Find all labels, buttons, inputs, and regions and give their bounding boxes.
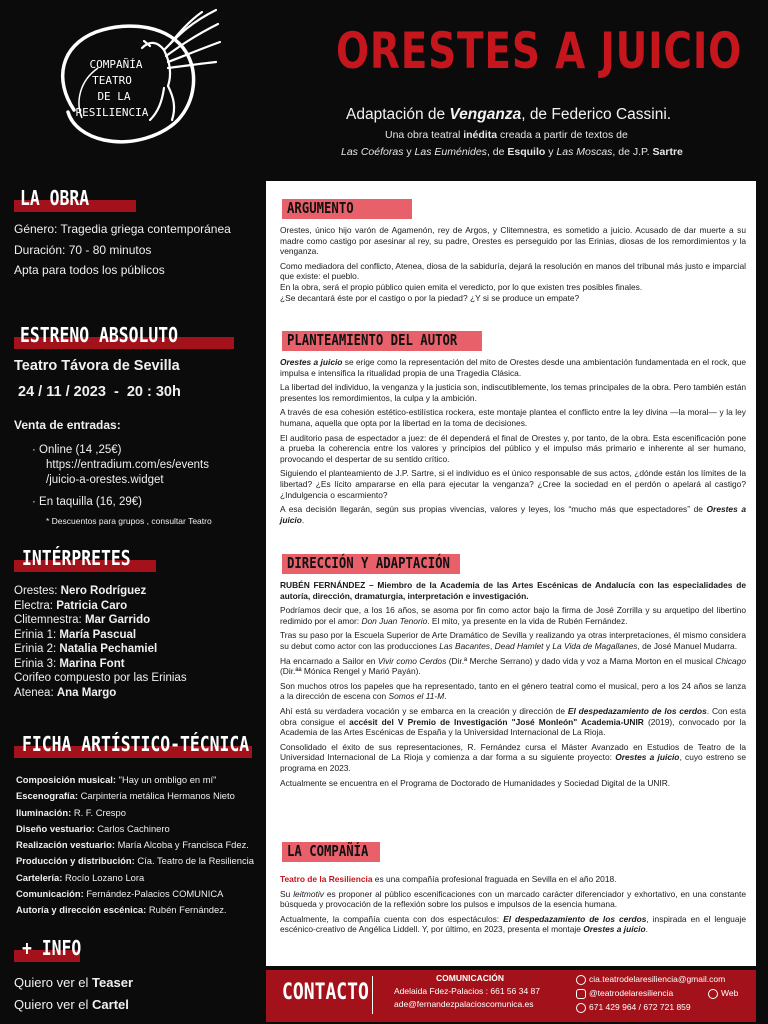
- subtitle-line2: Una obra teatral inédita creada a partir de textos de: [385, 129, 628, 141]
- ficha-item: Composición musical: "Hay un ombligo en mí": [16, 774, 217, 785]
- email-icon: [576, 975, 586, 985]
- logo-text-line2: TEATRO: [92, 74, 132, 87]
- ficha-item: Producción y distribución: Cía. Teatro de la Resiliencia: [16, 855, 254, 867]
- cartel-link[interactable]: Quiero ver el Cartel: [14, 997, 129, 1012]
- cast-item: Erinia 1: María Pascual: [14, 628, 137, 641]
- content-panel: ARGUMENTO Orestes, único hijo varón de Agamenón, rey de Argos, y Clitemnestra, es sometido a juicio. Acusado de dar muerte a su madre como castigo por asesinar al rey, su padre, Orestes es perseguido por las Erinias, diosas de los remordimientos y la venganza. Como mediadora del conflicto, Atenea, diosa de la sabiduría, dejará la resolución en manos del tribunal más justo e imparcial que existe: el pueblo. En la obra, será el propio público quien emita el veredicto, por lo que existen tres posibles finales. ¿Se decantará éste por el castigo o por la piedad? ¿Y si se produce un empate? PLANTEAMIENTO DEL AUTOR Orestes a juicio se erige como la representación del mito de Orestes desde una ambientación fundamentada en el rock, que impulsa e intensifica la ritualidad propia de una Tragedia Clásica. La libertad del individuo, la venganza y la justicia son, indiscutiblemente, los temas principales de la obra. Pero también están presentes los remordimientos, la culpa y la ambición. A través de esa cohesión estético-estilística rockera, este montaje plantea el conflicto entre la ley divina —la moral— y la ley humana, aquella que opta por la libertad en la toma de decisiones. El auditorio pasa de espectador a juez: de él dependerá el final de Orestes y, por tanto, de la obra. Esta escenificación pone a prueba la coherencia entre los valores y principios del público y el impulso más primario e inherente al ser humano, provocando el despertar de su sentido crítico. Siguiendo el planteamiento de J.P. Sartre, si el individuo es el único responsable de sus actos, ¿dónde están los límites de la libertad? ¿Es lícito ampararse en ella para ejecutar la venganza? ¿Cree la sociedad en el perdón o apelará al castigo? ¿Indulgencia o escarmiento? A esa decisión llegarán, según sus propias vivencias, valores y leyes, los “mucho más que espectadores” de Orestes a juicio. DIRECCIÓN Y ADAPTACIÓN RUBÉN FERNÁNDEZ – Miembro de la Academia de las Artes Escénicas de Andalucía con las especialidades de autoría, dirección, dramaturgia, interpretación e investigación. Podríamos decir que, a los 16 años, se asoma por fin como actor bajo la firma de José Zorrilla y su arquetipo del libertino redimido por el amor: Don Juan Tenorio. El mito, ya presente en la vida de Rubén Fernández. Tras su paso por la Escuela Superior de Arte Dramático de Sevilla y realizando ya otras interpretaciones, él mismo considera su debut como actor con las producciones Las Bacantes, Dead Hamlet y La Vida de Magallanes, de José Manuel Mudarra. Ha encarnado a Sailor en Vivir como Cerdos (Dir.ª Merche Serrano) y dado vida y voz a Mama Morton en el musical Chicago (Dir.ªª Mónica Rengel y Marió Payán). Son muchos otros los papeles que ha representado, tanto en el género teatral como el musical, pero a los 24 años se lanza a la dirección de escena con Somos el 11-M. Ahí está su verdadera vocación y se embarca en la creación y dirección de El despedazamiento de los cerdos. Con esta obra consigue el accésit del V Premio de Investigación "José Monleón" Academia-UNIR (2019), convocado por la Academia de las Artes Escénicas de España y la Universidad Internacional de La Rioja. Consolidado el éxito de sus representaciones, R. Fernández cursa el Máster Avanzado en Estudios de Teatro de la Universidad Internacional de La Rioja y comienza a dar forma a su siguiente proyecto: Orestes a juicio, cuyo estreno se programa en 2023. Actualmente se encuentra en el Programa de Doctorado de Humanidades y Sociedad Digital de la UNIR. LA COMPAÑÍA Teatro de la Resiliencia es una compañía profesional fraguada en Sevilla en el año 2018. Su leitmotiv es proponer al público escenificaciones con un marcado carácter diferenciador y exhortativo, en una constante búsqueda y provocación de la reflexión sobre los pulsos e impulsos de la esencia humana. Actualmente, la compañía cuenta con dos espectáculos: El despedazamiento de los cerdos, inspirada en el lenguaje escénico-creativo de Angélica Liddell. Y, por último, en 2023, presenta el montaje Orestes a juicio.: [266, 181, 756, 966]
- contact-heading: CONTACTO: [282, 980, 369, 1005]
- argumento-text: Orestes, único hijo varón de Agamenón, rey de Argos, y Clitemnestra, es sometido a juicio. Acusado de dar muerte a su madre como castigo por asesinar al rey, su padre, Orestes es perseguido por las Erinias, diosas de los remordimientos y la venganza. Como mediadora del conflicto, Atenea, diosa de la sabiduría, dejará la resolución en manos del tribunal más justo e imparcial que existe: el pueblo. En la obra, será el propio público quien emita el veredicto, por lo que existen tres posibles finales. ¿Se decantará éste por el castigo o por la piedad? ¿Y si se produce un empate?: [280, 225, 746, 303]
- ficha-item: Realización vestuario: María Alcoba y Francisca Fdez.: [16, 839, 249, 851]
- ficha-item: Autoría y dirección escénica: Rubén Fernández.: [16, 904, 227, 916]
- tickets-url-line1[interactable]: https://entradium.com/es/events: [46, 459, 209, 471]
- ficha-item: Iluminación: R. F. Crespo: [16, 806, 126, 818]
- logo-text-line3: DE LA: [97, 90, 131, 103]
- ficha-item: Comunicación: Fernández-Palacios COMUNICA: [16, 888, 224, 900]
- company-logo: [46, 8, 226, 158]
- cast-item: Corifeo compuesto por las Erinias: [14, 672, 187, 684]
- cast-list: [14, 584, 187, 700]
- web-icon: [708, 989, 718, 999]
- planteamiento-text: Orestes a juicio se erige como la representación del mito de Orestes desde una ambientación fundamentada en el rock, que impulsa e intensifica la ritualidad propia de una Tragedia Clásica. La libertad del individuo, la venganza y la justicia son, indiscutiblemente, los temas principales de la obra. Pero también están presentes los remordimientos, la culpa y la ambición. A través de esa cohesión estético-estilística rockera, este montaje plantea el conflicto entre la ley divina —la moral— y la ley humana, aquella que opta por la libertad en la toma de decisiones. El auditorio pasa de espectador a juez: de él dependerá el final de Orestes y, por tanto, de la obra. Esta escenificación pone a prueba la coherencia entre los valores y principios del público y el impulso más primario e inherente al ser humano, provocando el despertar de su sentido crítico. Siguiendo el planteamiento de J.P. Sartre, si el individuo es el único responsable de sus actos, ¿dónde están los límites de la libertad? ¿Es lícito ampararse en ella para ejecutar la venganza? ¿Cree la sociedad en el perdón o apelará al castigo? ¿Indulgencia o escarmiento? A esa decisión llegarán, según sus propias vivencias, valores y leyes, los “mucho más que espectadores” de Orestes a juicio.: [280, 357, 747, 525]
- contact-instagram[interactable]: @teatrodelaresiliencia: [576, 988, 673, 999]
- cast-item: Clitemnestra: Mar Garrido: [14, 614, 151, 626]
- estreno-datetime: 24 / 11 / 2023 - 20 : 30h: [18, 384, 181, 400]
- contact-web[interactable]: Web: [708, 988, 738, 999]
- cast-item: Erinia 3: Marina Font: [14, 657, 125, 670]
- phoenix-icon: [142, 10, 220, 120]
- ficha-item: Escenografía: Carpintería metálica Hermanos Nieto: [16, 790, 235, 802]
- tickets-url-line2[interactable]: /juicio-a-orestes.widget: [46, 474, 164, 486]
- poster-title: ORESTES A JUICIO: [336, 22, 743, 80]
- tickets-online: · Online (14 ,25€): [32, 444, 122, 456]
- contact-com-title: COMUNICACIÓN: [436, 973, 504, 983]
- contact-divider: [372, 976, 373, 1014]
- cast-item: Electra: Patricia Caro: [14, 599, 128, 612]
- obra-audience: Apta para todos los públicos: [14, 263, 165, 277]
- contact-com-phone: Adelaida Fdez-Palacios : 661 56 34 87: [394, 986, 541, 996]
- teaser-link[interactable]: Quiero ver el Teaser: [14, 975, 134, 990]
- tickets-taquilla: · En taquilla (16, 29€): [32, 496, 142, 508]
- compania-text: Teatro de la Resiliencia es una compañía profesional fraguada en Sevilla en el año 2018. Su leitmotiv es proponer al público escenificaciones con un marcado carácter diferenciador y exhortativo, en una constante búsqueda y provocación de la reflexión sobre los pulsos e impulsos de la esencia humana. Actualmente, la compañía cuenta con dos espectáculos: El despedazamiento de los cerdos, inspirada en el lenguaje escénico-creativo de Angélica Liddell. Y, por último, en 2023, presenta el montaje Orestes a juicio.: [280, 874, 746, 935]
- direccion-text: RUBÉN FERNÁNDEZ – Miembro de la Academia de las Artes Escénicas de Andalucía con las especialidades de autoría, dirección, dramaturgia, interpretación e investigación. Podríamos decir que, a los 16 años, se asoma por fin como actor bajo la firma de José Zorrilla y su arquetipo del libertino redimido por el amor: Don Juan Tenorio. El mito, ya presente en la vida de Rubén Fernández. Tras su paso por la Escuela Superior de Arte Dramático de Sevilla y realizando ya otras interpretaciones, él mismo considera su debut como actor con las producciones Las Bacantes, Dead Hamlet y La Vida de Magallanes, de José Manuel Mudarra. Ha encarnado a Sailor en Vivir como Cerdos (Dir.ª Merche Serrano) y dado vida y voz a Mama Morton en el musical Chicago (Dir.ªª Mónica Rengel y Marió Payán). Son muchos otros los papeles que ha representado, tanto en el género teatral como el musical, pero a los 24 años se lanza a la dirección de escena con Somos el 11-M. Ahí está su verdadera vocación y se embarca en la creación y dirección de El despedazamiento de los cerdos. Con esta obra consigue el accésit del V Premio de Investigación "José Monleón" Academia-UNIR (2019), convocado por la Academia de las Artes Escénicas de España y la Universidad Internacional de La Rioja. Consolidado el éxito de sus representaciones, R. Fernández cursa el Máster Avanzado en Estudios de Teatro de la Universidad Internacional de La Rioja y comienza a dar forma a su siguiente proyecto: Orestes a juicio, cuyo estreno se programa en 2023. Actualmente se encuentra en el Programa de Doctorado de Humanidades y Sociedad Digital de la UNIR.: [280, 580, 747, 788]
- tickets-discount: * Descuentos para grupos , consultar Teatro: [46, 516, 212, 526]
- ficha-list: [16, 772, 254, 919]
- obra-genre: Género: Tragedia griega contemporánea: [14, 222, 231, 236]
- cast-item: Orestes: Nero Rodríguez: [14, 585, 147, 597]
- whatsapp-icon: [576, 1003, 586, 1013]
- logo-text-line4: RESILIENCIA: [75, 106, 149, 119]
- subtitle: Adaptación de Venganza, de Federico Cassini.: [346, 106, 672, 123]
- estreno-venue: Teatro Távora de Sevilla: [14, 358, 180, 374]
- contact-phones: 671 429 964 / 672 721 859: [576, 1002, 691, 1013]
- contact-email[interactable]: cia.teatrodelaresiliencia@gmail.com: [576, 974, 725, 985]
- tickets-label: Venta de entradas:: [14, 418, 121, 432]
- ficha-item: Cartelería: Rocío Lozano Lora: [16, 871, 145, 883]
- cast-item: Atenea: Ana Margo: [14, 686, 117, 699]
- instagram-icon: [576, 989, 586, 999]
- ficha-item: Diseño vestuario: Carlos Cachinero: [16, 822, 170, 834]
- subtitle-line3: Las Coéforas y Las Euménides, de Esquilo y Las Moscas, de J.P. Sartre: [341, 146, 683, 158]
- obra-duration: Duración: 70 - 80 minutos: [14, 243, 152, 257]
- cast-item: Erinia 2: Natalia Pechamiel: [14, 643, 158, 655]
- contact-com-email[interactable]: ade@fernandezpalacioscomunica.es: [394, 999, 534, 1009]
- logo-text-line1: COMPAÑÍA: [89, 58, 143, 71]
